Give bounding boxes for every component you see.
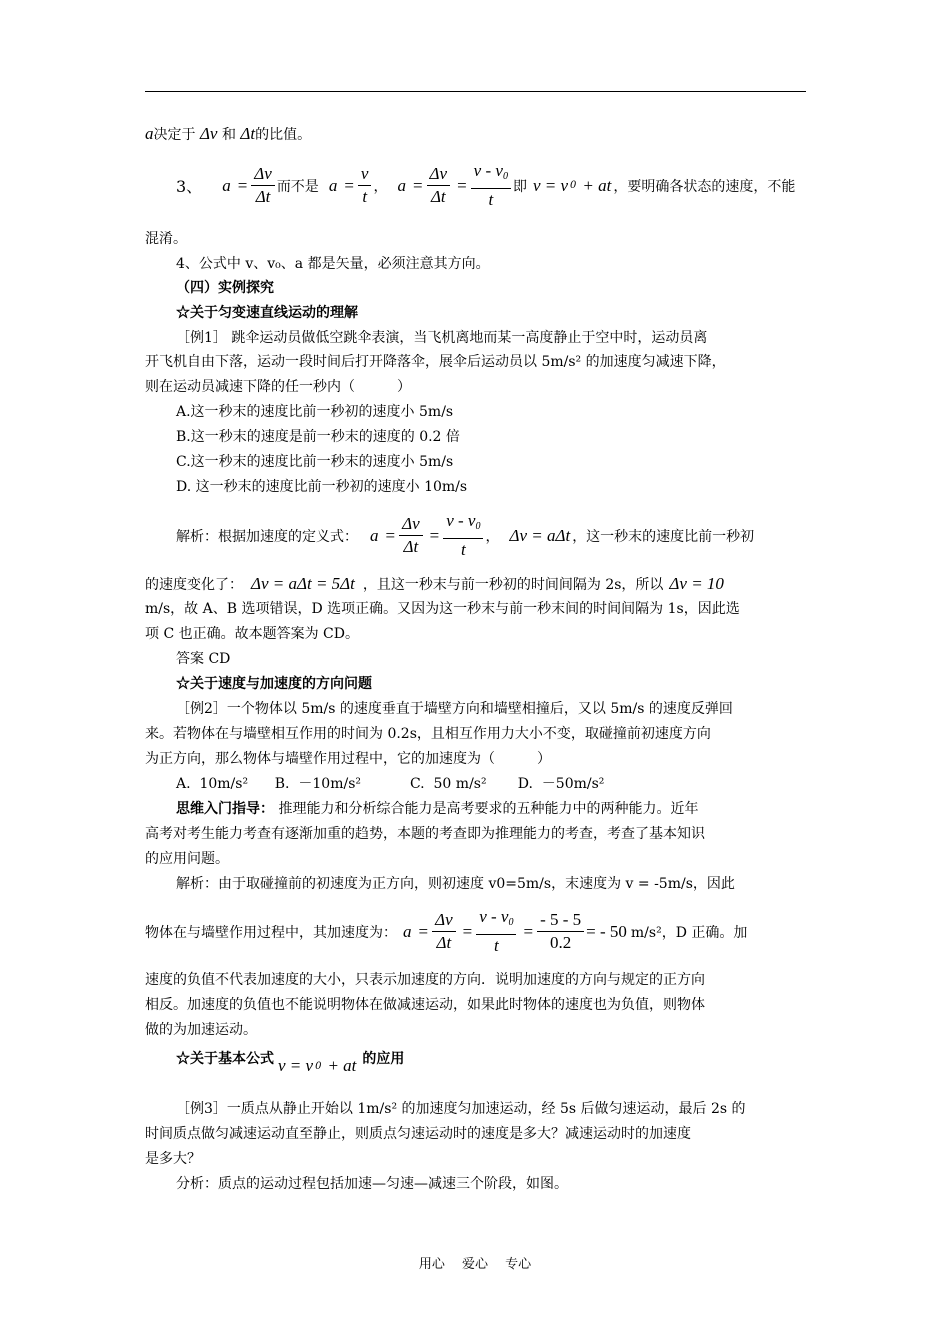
guide-line1: 思维入门指导： 推理能力和分析综合能力是高考要求的五种能力中的两种能力。近年 (176, 801, 699, 817)
section-title: （四）实例探究 (176, 280, 274, 296)
solution2-formula: 物体在与墙壁作用过程中，其加速度为： a = $\frac{\Delta v}{\Delta t}$ = $\frac{v - v_0}{t}$ = $\frac{- 5 - 5}{0.2}$ = - 50 m/s²，D 正确。加 (145, 907, 748, 955)
line-ratio: a决定于 Δv 和 Δt的比值。 (145, 124, 312, 143)
solution2-line3: 速度的负值不代表加速度的大小，只表示加速度的方向．说明加速度的方向与规定的正方向 (145, 972, 705, 988)
option-d: D. 这一秒末的速度比前一秒初的速度小 10m/s (176, 479, 468, 495)
example1-line1: ［例1］ 跳伞运动员做低空跳伞表演，当飞机离地而某一高度静止于空中时，运动员离 (176, 330, 708, 346)
example1-line3: 则在运动员减速下降的任一秒内（ ） (145, 379, 411, 395)
heading-2: ☆关于速度与加速度的方向问题 (176, 676, 372, 692)
solution2-line1: 解析：由于取碰撞前的初速度为正方向，则初速度 v0=5m/s，末速度为 v = -5m/s，因此 (176, 876, 735, 892)
example2-options: A. 10m/s² B. －10m/s² C. 50 m/s² D. －50m/s² (176, 776, 605, 792)
example2-line1: ［例2］一个物体以 5m/s 的速度垂直于墙壁方向和墙壁相撞后，又以 5m/s 的速度反弹回 (176, 701, 733, 717)
header-rule (145, 91, 806, 92)
guide-line2: 高考对考生能力考查有逐渐加重的趋势，本题的考查即为推理能力的考查，考查了基本知识 (145, 826, 705, 842)
solution1-line2: m/s，故 A、B 选项错误，D 选项正确。又因为这一秒末与前一秒末间的时间间隔为 1s，因此选 (145, 601, 740, 617)
heading-3: ☆关于基本公式 v = v 0 + at 的应用 (176, 1051, 405, 1075)
item4: 4、公式中 v、v₀、a 都是矢量，必须注意其方向。 (176, 256, 490, 272)
item3-formulas: 3、 a = $\frac{\Delta v}{\Delta t}$ 而不是 a = $\frac{v}{t}$ ， a = $\frac{\Delta v}{\Delta t}$ = $\frac{v - v_0}{t}$ 即 v = v 0 + at ，要明确各状态的速度，不能 (176, 161, 796, 209)
example3-line3: 是多大？ (145, 1151, 201, 1167)
heading-1: ☆关于匀变速直线运动的理解 (176, 305, 358, 321)
page-footer: 用心 爱心 专心 (418, 1257, 532, 1272)
example2-line3: 为正方向，那么物体与墙壁作用过程中，它的加速度为（ ） (145, 751, 551, 767)
solution2-line5: 做的为加速运动。 (145, 1022, 257, 1038)
line-confuse: 混淆。 (145, 231, 187, 247)
option-a: A.这一秒末的速度比前一秒初的速度小 5m/s (176, 404, 454, 420)
solution2-line4: 相反。加速度的负值也不能说明物体在做减速运动，如果此时物体的速度也为负值，则物体 (145, 997, 705, 1013)
analysis3: 分析：质点的运动过程包括加速—匀速—减速三个阶段，如图。 (176, 1176, 568, 1192)
example3-line2: 时间质点做匀减速运动直至静止，则质点匀速运动时的速度是多大？减速运动时的加速度 (145, 1126, 691, 1142)
option-c: C.这一秒末的速度比前一秒末的速度小 5m/s (176, 454, 454, 470)
solution1-change: 的速度变化了： Δv = aΔt = 5Δt ，且这一秒末与前一秒初的时间间隔为 2s，所以 Δv = 10 (145, 574, 724, 593)
guide-line3: 的应用问题。 (145, 851, 229, 867)
option-b: B.这一秒末的速度是前一秒末的速度的 0.2 倍 (176, 429, 460, 445)
example1-line2: 开飞机自由下落，运动一段时间后打开降落伞，展伞后运动员以 5m/s² 的加速度匀减速下降， (145, 354, 726, 370)
solution1-formula: 解析：根据加速度的定义式： a = $\frac{\Delta v}{\Delta t}$ = $\frac{v - v_0}{t}$ ， Δv = aΔt ，这一秒末的速度比前一秒初 (176, 511, 755, 559)
solution1-line3: 项 C 也正确。故本题答案为 CD。 (145, 626, 359, 642)
example3-line1: ［例3］一质点从静止开始以 1m/s² 的加速度匀加速运动，经 5s 后做匀速运动，最后 2s 的 (176, 1101, 746, 1117)
answer1: 答案 CD (176, 651, 231, 667)
example2-line2: 来。若物体在与墙壁相互作用的时间为 0.2s，且相互作用力大小不变，取碰撞前初速度方向 (145, 726, 711, 742)
